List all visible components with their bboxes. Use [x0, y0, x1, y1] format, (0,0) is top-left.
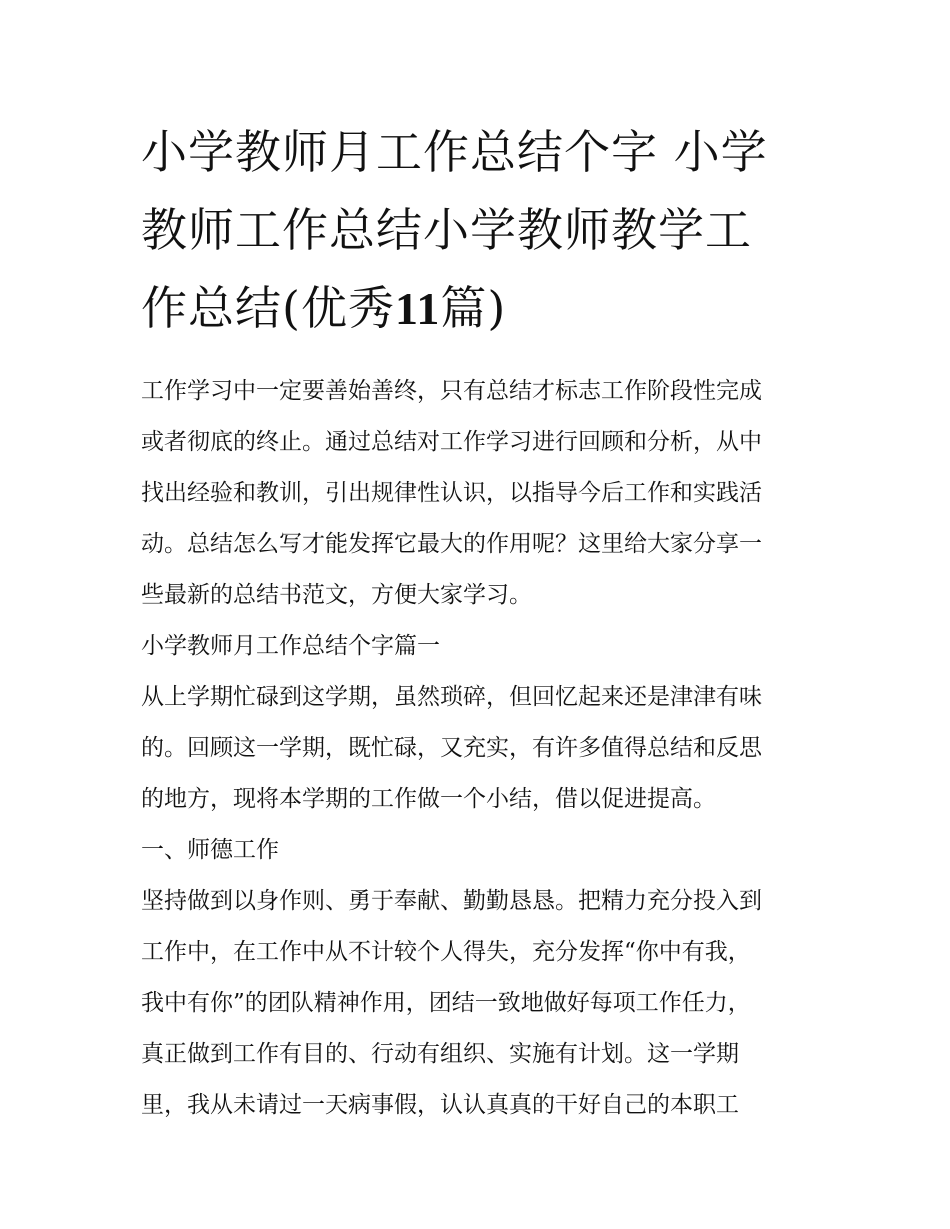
title-line: 教师工作总结小学教师教学工	[141, 203, 752, 257]
text-line: 或者彻底的终止。通过总结对工作学习进行回顾和分析，从中	[141, 429, 762, 455]
text-line: 里，我从未请过一天病事假，认认真真的干好自己的本职工	[141, 1092, 739, 1118]
text-line: 工作中，在工作中从不计较个人得失，充分发挥“你中有我，	[141, 939, 751, 965]
title-text: 篇)	[440, 281, 507, 335]
paragraph	[141, 876, 813, 1131]
section-heading: 小学教师月工作总结个字篇一	[141, 633, 440, 659]
text-line: 动。总结怎么写才能发挥它最大的作用呢？这里给大家分享一	[141, 531, 762, 557]
text-line: 找出经验和教训，引出规律性认识，以指导今后工作和实践活	[141, 480, 762, 506]
text-line: 从上学期忙碌到这学期，虽然琐碎，但回忆起来还是津津有味	[141, 684, 762, 710]
text-line: 坚持做到以身作则、勇于奉献、勤勤恳恳。把精力充分投入到	[141, 888, 762, 914]
title-line: 小学教师月工作总结个字 小学	[141, 125, 768, 179]
document-title	[141, 113, 813, 348]
text-line: 我中有你”的团队精神作用，团结一致地做好每项工作任力，	[141, 990, 751, 1016]
subsection-heading: 一、师德工作	[141, 837, 279, 863]
text-line: 工作学习中一定要善始善终，只有总结才标志工作阶段性完成	[141, 378, 762, 404]
intro-paragraph	[141, 366, 813, 621]
text-line: 的。回顾这一学期，既忙碌，又充实，有许多值得总结和反思	[141, 735, 762, 761]
paragraph	[141, 672, 813, 825]
title-text: 作总结(优秀	[141, 281, 395, 335]
text-line: 些最新的总结书范文，方便大家学习。	[141, 582, 532, 608]
title-line	[141, 269, 813, 348]
text-line: 的地方，现将本学期的工作做一个小结，借以促进提高。	[141, 786, 716, 812]
title-number: 11	[394, 283, 441, 334]
text-line: 真正做到工作有目的、行动有组织、实施有计划。这一学期	[141, 1041, 739, 1067]
document-body	[141, 366, 813, 1131]
document-page	[141, 113, 813, 1131]
